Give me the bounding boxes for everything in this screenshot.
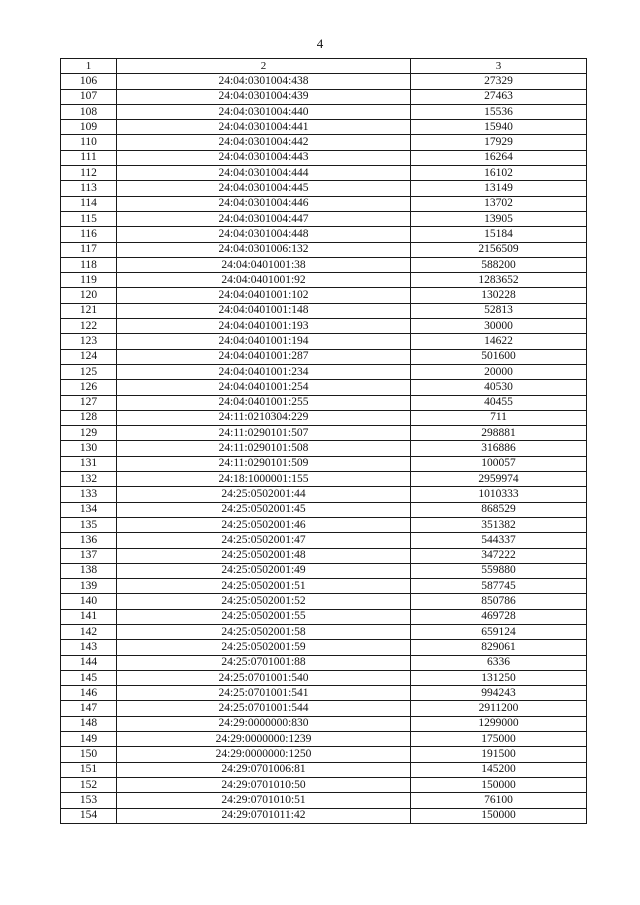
cell-cadastral-number: 24:25:0502001:47 [117, 533, 411, 548]
cell-index: 107 [61, 89, 117, 104]
column-header-cadastral-number: 2 [117, 59, 411, 74]
table-row [61, 609, 587, 624]
cell-value: 588200 [411, 257, 587, 272]
table-row [61, 303, 587, 318]
table-row [61, 655, 587, 670]
table-row [61, 517, 587, 532]
cell-index: 110 [61, 135, 117, 150]
cell-cadastral-number: 24:25:0701001:540 [117, 670, 411, 685]
cell-value: 16264 [411, 150, 587, 165]
cell-value: 14622 [411, 334, 587, 349]
cell-value: 868529 [411, 502, 587, 517]
table-row [61, 762, 587, 777]
table-row [61, 380, 587, 395]
cell-value: 17929 [411, 135, 587, 150]
cell-value: 829061 [411, 640, 587, 655]
cell-value: 40530 [411, 380, 587, 395]
cell-index: 127 [61, 395, 117, 410]
cell-value: 20000 [411, 364, 587, 379]
cell-index: 137 [61, 548, 117, 563]
column-header-value: 3 [411, 59, 587, 74]
table-row [61, 257, 587, 272]
cell-cadastral-number: 24:29:0000000:1250 [117, 747, 411, 762]
cell-cadastral-number: 24:25:0502001:45 [117, 502, 411, 517]
cell-cadastral-number: 24:25:0502001:51 [117, 579, 411, 594]
cell-value: 131250 [411, 670, 587, 685]
page-number: 4 [316, 36, 324, 51]
cell-cadastral-number: 24:04:0401001:92 [117, 273, 411, 288]
cell-index: 121 [61, 303, 117, 318]
cell-index: 122 [61, 319, 117, 334]
cell-value: 30000 [411, 319, 587, 334]
cell-index: 139 [61, 579, 117, 594]
cell-value: 150000 [411, 777, 587, 792]
column-header-index: 1 [61, 59, 117, 74]
cell-index: 130 [61, 441, 117, 456]
table-row [61, 135, 587, 150]
cell-index: 112 [61, 166, 117, 181]
cell-index: 148 [61, 716, 117, 731]
table-row [61, 89, 587, 104]
cell-cadastral-number: 24:25:0502001:55 [117, 609, 411, 624]
cell-cadastral-number: 24:04:0301004:447 [117, 211, 411, 226]
cell-value: 6336 [411, 655, 587, 670]
data-table-container [60, 58, 586, 824]
cell-value: 13702 [411, 196, 587, 211]
cell-cadastral-number: 24:29:0701010:51 [117, 793, 411, 808]
cell-value: 15184 [411, 227, 587, 242]
cell-value: 298881 [411, 426, 587, 441]
cell-value: 191500 [411, 747, 587, 762]
table-row [61, 349, 587, 364]
cell-index: 135 [61, 517, 117, 532]
cell-value: 13905 [411, 211, 587, 226]
cell-cadastral-number: 24:25:0701001:541 [117, 686, 411, 701]
cell-value: 130228 [411, 288, 587, 303]
cell-cadastral-number: 24:04:0301004:442 [117, 135, 411, 150]
cell-index: 154 [61, 808, 117, 823]
cell-cadastral-number: 24:04:0301004:439 [117, 89, 411, 104]
cell-value: 994243 [411, 686, 587, 701]
cell-cadastral-number: 24:25:0701001:88 [117, 655, 411, 670]
table-row [61, 747, 587, 762]
cell-value: 2959974 [411, 472, 587, 487]
cell-value: 559880 [411, 563, 587, 578]
cell-cadastral-number: 24:25:0502001:58 [117, 624, 411, 639]
cell-cadastral-number: 24:04:0301004:444 [117, 166, 411, 181]
table-row [61, 808, 587, 823]
cell-index: 115 [61, 211, 117, 226]
cell-cadastral-number: 24:29:0000000:830 [117, 716, 411, 731]
cell-value: 52813 [411, 303, 587, 318]
cell-cadastral-number: 24:04:0401001:148 [117, 303, 411, 318]
cell-cadastral-number: 24:25:0502001:44 [117, 487, 411, 502]
cell-value: 15536 [411, 104, 587, 119]
table-row [61, 319, 587, 334]
table-row [61, 670, 587, 685]
cell-cadastral-number: 24:11:0290101:509 [117, 456, 411, 471]
cell-index: 129 [61, 426, 117, 441]
cell-value: 501600 [411, 349, 587, 364]
cell-index: 114 [61, 196, 117, 211]
cell-cadastral-number: 24:25:0502001:52 [117, 594, 411, 609]
cell-index: 147 [61, 701, 117, 716]
cell-index: 119 [61, 273, 117, 288]
cell-value: 2156509 [411, 242, 587, 257]
cell-index: 152 [61, 777, 117, 792]
cell-index: 124 [61, 349, 117, 364]
cell-index: 131 [61, 456, 117, 471]
table-row [61, 288, 587, 303]
cell-cadastral-number: 24:04:0301004:445 [117, 181, 411, 196]
cell-value: 659124 [411, 624, 587, 639]
cell-cadastral-number: 24:11:0290101:508 [117, 441, 411, 456]
table-row [61, 395, 587, 410]
cell-value: 76100 [411, 793, 587, 808]
cell-value: 316886 [411, 441, 587, 456]
cell-cadastral-number: 24:04:0301004:448 [117, 227, 411, 242]
cell-value: 351382 [411, 517, 587, 532]
cell-index: 141 [61, 609, 117, 624]
cell-index: 136 [61, 533, 117, 548]
cell-value: 15940 [411, 120, 587, 135]
cell-index: 153 [61, 793, 117, 808]
table-row [61, 441, 587, 456]
cell-value: 1010333 [411, 487, 587, 502]
cell-index: 151 [61, 762, 117, 777]
table-row [61, 211, 587, 226]
cell-index: 108 [61, 104, 117, 119]
cell-index: 133 [61, 487, 117, 502]
table-row [61, 686, 587, 701]
cell-value: 1283652 [411, 273, 587, 288]
table-row [61, 334, 587, 349]
cell-value: 27329 [411, 74, 587, 89]
cell-index: 143 [61, 640, 117, 655]
table-row [61, 104, 587, 119]
table-row [61, 456, 587, 471]
cell-cadastral-number: 24:04:0401001:234 [117, 364, 411, 379]
cell-cadastral-number: 24:11:0290101:507 [117, 426, 411, 441]
table-row [61, 701, 587, 716]
table-row [61, 426, 587, 441]
cell-index: 123 [61, 334, 117, 349]
cell-index: 126 [61, 380, 117, 395]
table-row [61, 793, 587, 808]
cell-index: 109 [61, 120, 117, 135]
table-row [61, 472, 587, 487]
cell-cadastral-number: 24:04:0401001:193 [117, 319, 411, 334]
cell-cadastral-number: 24:18:1000001:155 [117, 472, 411, 487]
cell-value: 711 [411, 410, 587, 425]
cell-cadastral-number: 24:04:0401001:255 [117, 395, 411, 410]
cell-cadastral-number: 24:25:0502001:59 [117, 640, 411, 655]
table-row [61, 74, 587, 89]
cell-value: 587745 [411, 579, 587, 594]
cell-cadastral-number: 24:11:0210304:229 [117, 410, 411, 425]
table-row [61, 777, 587, 792]
cell-index: 106 [61, 74, 117, 89]
table-row [61, 364, 587, 379]
cell-index: 138 [61, 563, 117, 578]
cell-cadastral-number: 24:04:0401001:287 [117, 349, 411, 364]
table-row [61, 640, 587, 655]
cell-index: 111 [61, 150, 117, 165]
table-row [61, 548, 587, 563]
table-row [61, 181, 587, 196]
cell-value: 2911200 [411, 701, 587, 716]
table-row [61, 732, 587, 747]
cell-cadastral-number: 24:04:0301004:440 [117, 104, 411, 119]
cell-index: 125 [61, 364, 117, 379]
cell-value: 469728 [411, 609, 587, 624]
cell-cadastral-number: 24:04:0401001:38 [117, 257, 411, 272]
cell-cadastral-number: 24:29:0701010:50 [117, 777, 411, 792]
cell-cadastral-number: 24:29:0000000:1239 [117, 732, 411, 747]
cell-value: 27463 [411, 89, 587, 104]
table-row [61, 150, 587, 165]
table-body [61, 74, 587, 824]
cell-cadastral-number: 24:04:0301004:443 [117, 150, 411, 165]
cell-cadastral-number: 24:04:0301004:441 [117, 120, 411, 135]
cell-cadastral-number: 24:04:0301004:438 [117, 74, 411, 89]
table-row [61, 533, 587, 548]
table-row [61, 120, 587, 135]
table-row [61, 242, 587, 257]
cell-index: 149 [61, 732, 117, 747]
cell-cadastral-number: 24:04:0401001:102 [117, 288, 411, 303]
cell-value: 16102 [411, 166, 587, 181]
cell-value: 347222 [411, 548, 587, 563]
cell-index: 145 [61, 670, 117, 685]
cell-cadastral-number: 24:25:0502001:49 [117, 563, 411, 578]
cell-index: 132 [61, 472, 117, 487]
table-row [61, 487, 587, 502]
cell-index: 118 [61, 257, 117, 272]
cell-index: 113 [61, 181, 117, 196]
cell-index: 134 [61, 502, 117, 517]
table-row [61, 594, 587, 609]
table-row [61, 227, 587, 242]
cell-value: 40455 [411, 395, 587, 410]
table-row [61, 579, 587, 594]
cell-value: 150000 [411, 808, 587, 823]
cell-index: 116 [61, 227, 117, 242]
cell-cadastral-number: 24:04:0401001:254 [117, 380, 411, 395]
table-row [61, 410, 587, 425]
cell-cadastral-number: 24:25:0502001:48 [117, 548, 411, 563]
cell-value: 1299000 [411, 716, 587, 731]
cell-cadastral-number: 24:25:0502001:46 [117, 517, 411, 532]
cell-value: 850786 [411, 594, 587, 609]
cell-index: 150 [61, 747, 117, 762]
cell-cadastral-number: 24:04:0301004:446 [117, 196, 411, 211]
table-header-row [61, 59, 587, 74]
table-row [61, 166, 587, 181]
cell-cadastral-number: 24:29:0701011:42 [117, 808, 411, 823]
cell-index: 142 [61, 624, 117, 639]
cell-value: 544337 [411, 533, 587, 548]
table-row [61, 273, 587, 288]
cell-index: 144 [61, 655, 117, 670]
data-table [60, 58, 587, 824]
cell-index: 146 [61, 686, 117, 701]
cell-cadastral-number: 24:04:0401001:194 [117, 334, 411, 349]
table-row [61, 196, 587, 211]
cell-value: 145200 [411, 762, 587, 777]
cell-index: 120 [61, 288, 117, 303]
table-row [61, 624, 587, 639]
cell-cadastral-number: 24:29:0701006:81 [117, 762, 411, 777]
table-row [61, 502, 587, 517]
cell-index: 128 [61, 410, 117, 425]
cell-value: 13149 [411, 181, 587, 196]
cell-value: 100057 [411, 456, 587, 471]
cell-cadastral-number: 24:25:0701001:544 [117, 701, 411, 716]
cell-value: 175000 [411, 732, 587, 747]
cell-index: 117 [61, 242, 117, 257]
cell-index: 140 [61, 594, 117, 609]
table-row [61, 563, 587, 578]
cell-cadastral-number: 24:04:0301006:132 [117, 242, 411, 257]
table-row [61, 716, 587, 731]
